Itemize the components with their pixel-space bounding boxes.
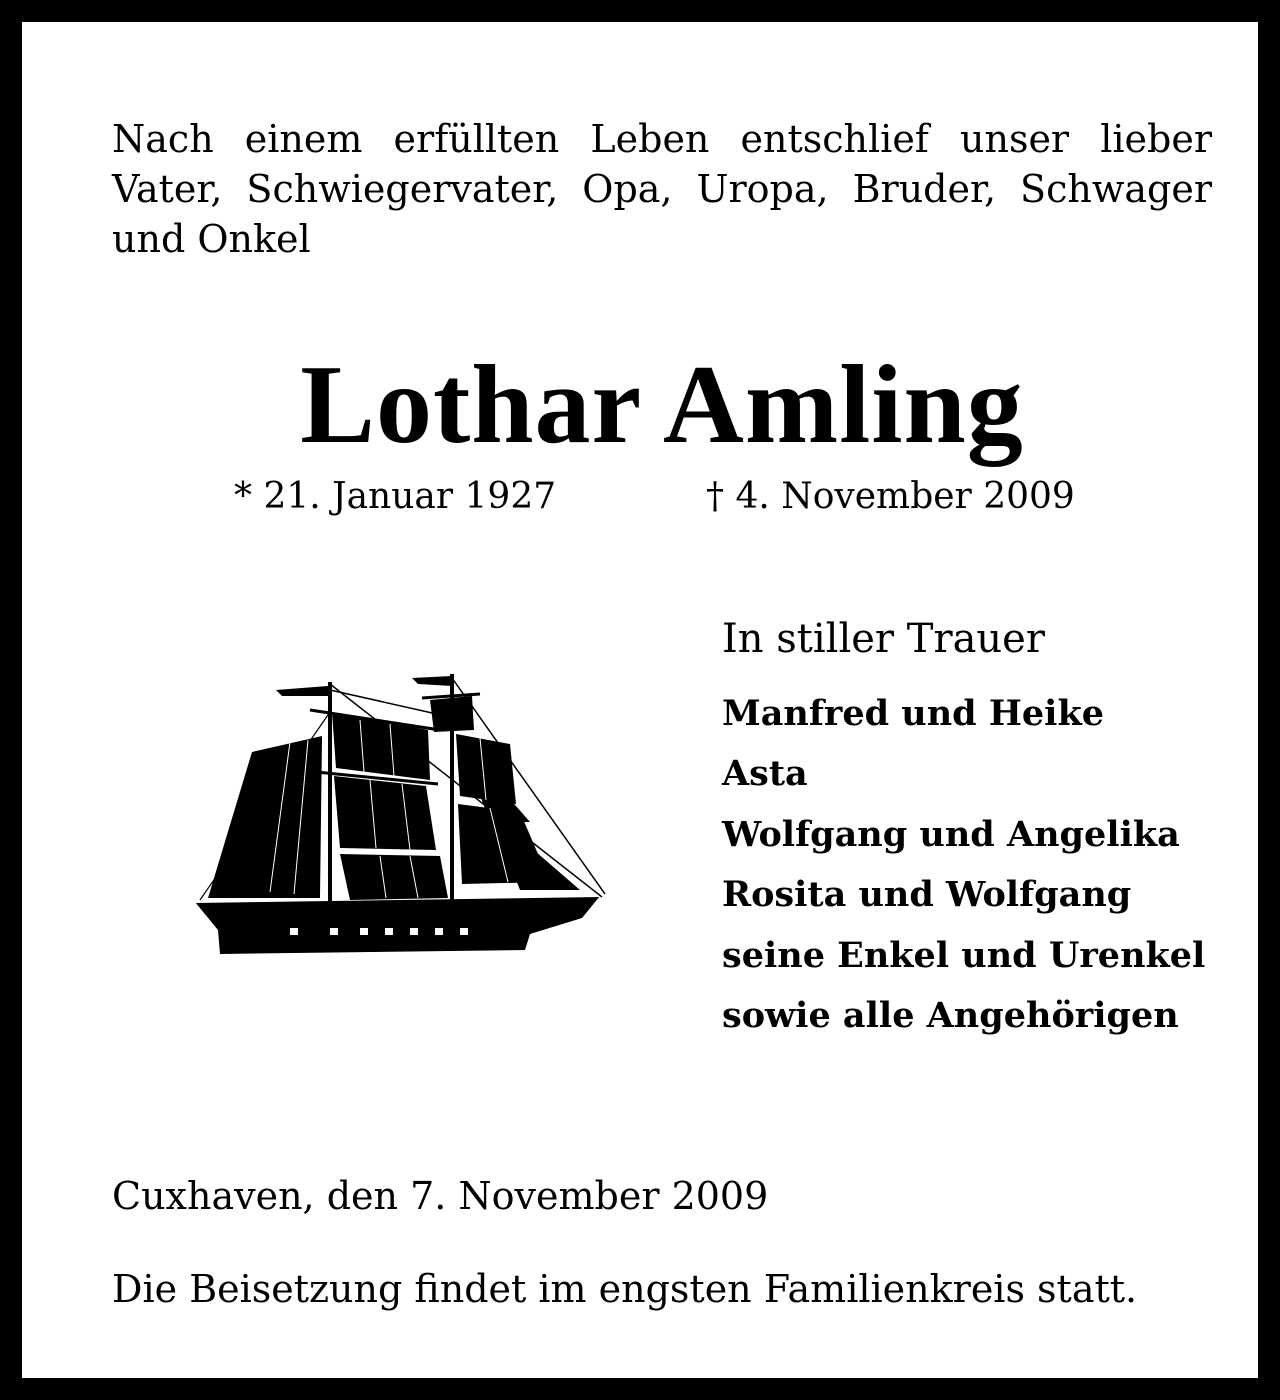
intro-line: Nach einem erfüllten Leben entschlief unser lieber xyxy=(112,117,1212,161)
place-date: Cuxhaven, den 7. November 2009 xyxy=(112,1174,769,1218)
mourning-heading: In stiller Trauer xyxy=(722,616,1045,662)
mourners-list xyxy=(722,684,1205,1046)
sailing-ship-icon xyxy=(190,672,610,962)
mourner-entry: Asta xyxy=(722,753,808,795)
mourner-entry: Wolfgang und Angelika xyxy=(722,813,1180,855)
mourner-entry: seine Enkel und Urenkel xyxy=(722,934,1206,976)
mourner-entry: Rosita und Wolfgang xyxy=(722,874,1132,916)
mourner-entry: Manfred und Heike xyxy=(722,693,1104,734)
intro-text xyxy=(112,114,1212,264)
deceased-name: Lothar Amling xyxy=(300,343,1024,467)
birth-date: * 21. Januar 1927 xyxy=(234,476,557,517)
mourner-entry: sowie alle Angehörigen xyxy=(722,995,1179,1037)
burial-note: Die Beisetzung findet im engsten Familienkreis statt. xyxy=(112,1267,1138,1311)
intro-line: und Onkel xyxy=(112,217,311,261)
intro-line: Vater, Schwiegervater, Opa, Uropa, Bruder, Schwager xyxy=(112,167,1212,211)
death-date: † 4. November 2009 xyxy=(706,476,1075,517)
